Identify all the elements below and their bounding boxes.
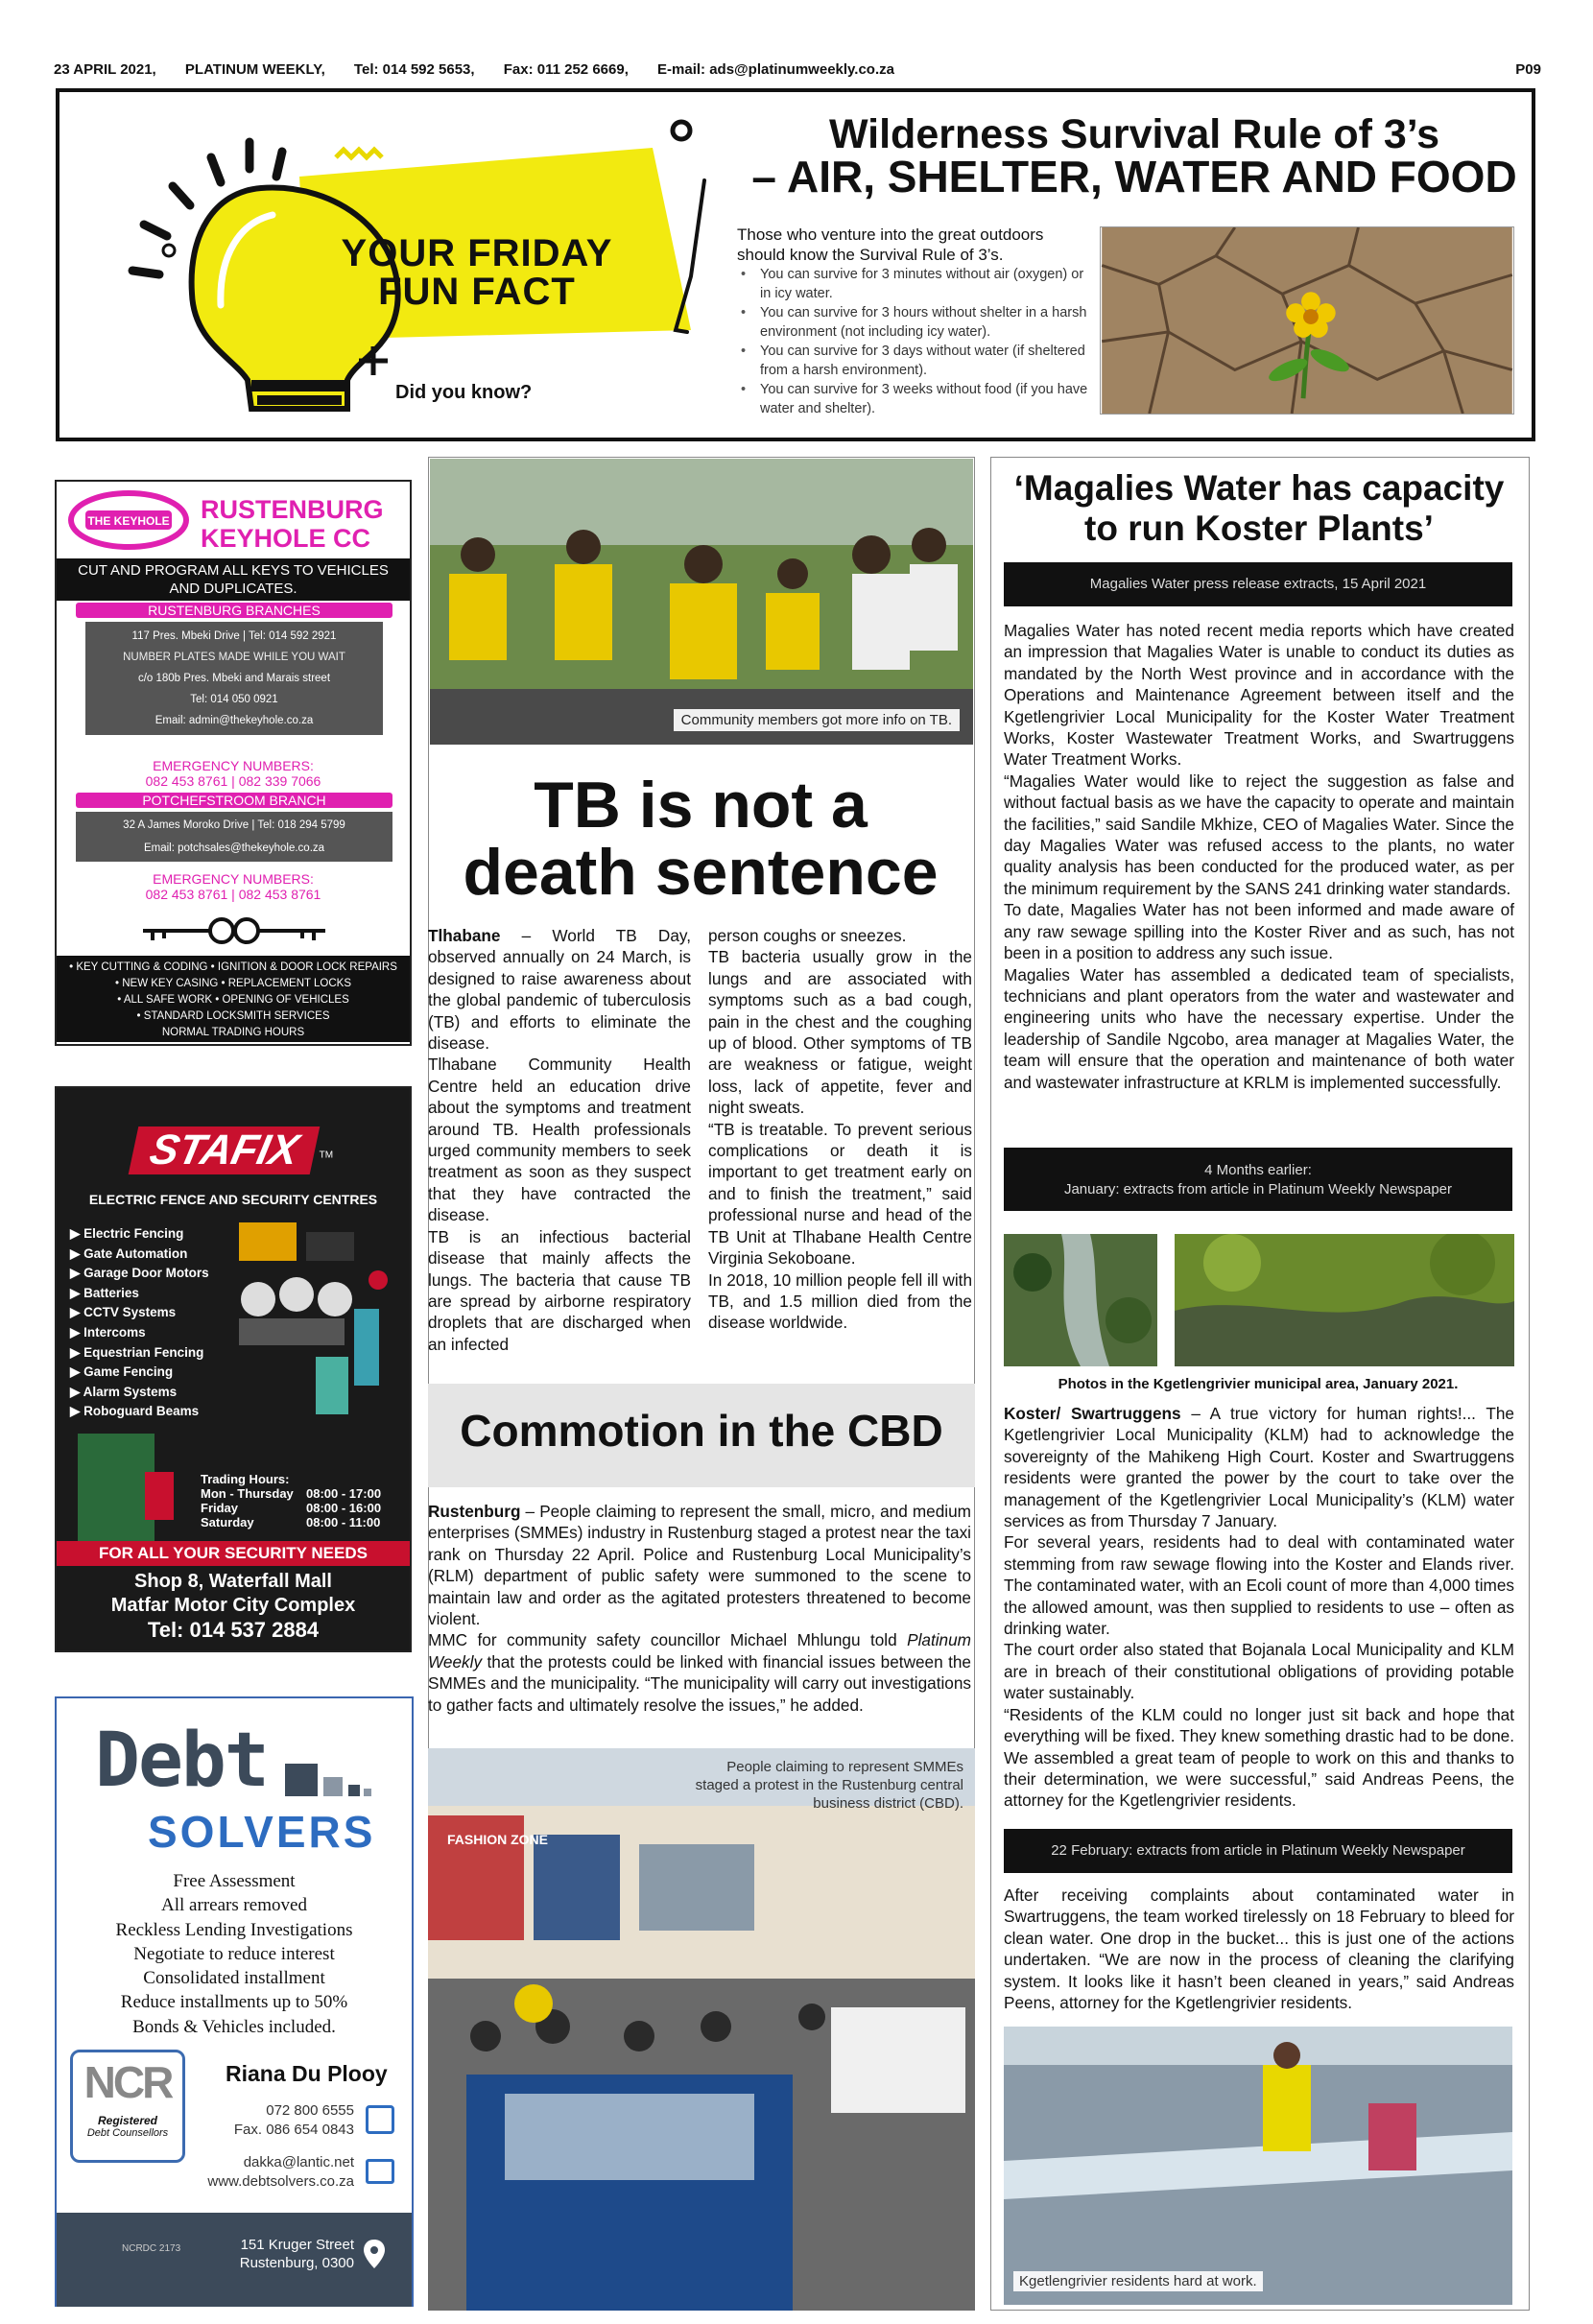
ncrdc-number: NCRDC 2173 <box>122 2243 181 2254</box>
list-item: ▶ Game Fencing <box>70 1364 174 1380</box>
tb-column-1: Tlhabane – World TB Day, observed annually on 24 March, is designed to raise awareness about the global pandemic of tuberculosis (TB) and efforts to eliminate the disease. Tlhabane Community Health Centre held an education drive about the symptoms and treatment around TB. Health professionals urged community members to seek treatment as soon as they suspect that they have contracted the disease. TB is an infectious bacterial disease that mainly affects the lungs. The bacteria that cause TB are spread by airborne respiratory droplets that are discharged when an infected <box>428 926 691 1354</box>
email-icon <box>366 2159 394 2184</box>
rustenburg-branch-info: 117 Pres. Mbeki Drive | Tel: 014 592 2921 NUMBER PLATES MADE WHILE YOU WAIT c/o 180b Pres. Mbeki and Marais street Tel: 014 050 0921 Email: admin@thekeyhole.co.za <box>85 622 383 735</box>
list-item: ▶ Roboguard Beams <box>70 1404 200 1419</box>
tb-photo-image <box>430 459 973 745</box>
survival-rules-list <box>737 265 1092 418</box>
ncr-badge: NCR Registered Debt Counsellors <box>70 2050 185 2163</box>
list-item: ▶ Garage Door Motors <box>70 1266 209 1281</box>
fun-fact-title: YOUR FRIDAY FUN FACT <box>341 232 613 313</box>
energizer-icon <box>68 1434 183 1558</box>
fun-fact-box <box>56 88 1535 441</box>
debt-solvers-ad <box>55 1696 414 2307</box>
koster-article: Koster/ Swartruggens – A true victory for human rights!... The Kgetlengrivier Local Municipality (KLM) had to acknowledge the sovereignty of the Mahikeng High Court. Koster and Swartruggens residents were granted the power by the court to take over the management of the Kgetlengrivier Local Municipality’s (KLM) water services as from Thursday 7 January. For several years, residents had to deal with contaminated water stemming from raw sewage flowing into the Koster and Elands river. The contaminated water, with an Ecoli count of more than 4,000 times the allowed amount, was then supplied to residents to use – often as drinking water. The court order also stated that Bojanala Local Municipality and KLM are in breach of their constitutional obligations of providing potable water sustainably. “Residents of the KLM could no longer just sit back and hope that everything will be fixed. They knew something drastic had to be done. We assembled a great team of people to work on this and thanks to their determination, we were successful,” said Andreas Peens, the attorney for the Kgetlengrivier residents. <box>1004 1404 1514 1811</box>
list-item: • You can survive for 3 days without water (if sheltered from a harsh environment). <box>737 342 1092 380</box>
photo-caption: Community members got more info on TB. <box>674 709 960 731</box>
debt-services: Free Assessment All arrears removed Reckless Lending Investigations Negotiate to reduce interest Consolidated installment Reduce installments up to 50% Bonds & Vehicles included. <box>115 1871 353 2037</box>
potch-branch-info: 32 A James Moroko Drive | Tel: 018 294 5799 Email: potchsales@thekeyhole.co.za <box>76 812 392 862</box>
keyhole-logo-icon <box>66 489 191 551</box>
phone-icon <box>366 2105 394 2134</box>
stream-photo <box>1004 1234 1157 1366</box>
keyhole-ad <box>55 480 412 1046</box>
earlier-extracts-bar: 4 Months earlier: January: extracts from article in Platinum Weekly Newspaper <box>1004 1148 1512 1211</box>
list-item: • You can survive for 3 hours without shelter in a harsh environment (not including icy water). <box>737 303 1092 342</box>
emergency-numbers-potch: EMERGENCY NUMBERS: 082 453 8761 | 082 453 8761 <box>145 871 321 902</box>
list-item: ▶ Batteries <box>70 1285 139 1300</box>
header-email: E-mail: ads@platinumweekly.co.za <box>657 61 894 78</box>
security-products-icon <box>220 1222 402 1414</box>
wilderness-headline: Wilderness Survival Rule of 3’s – AIR, SHELTER, WATER AND FOOD <box>751 111 1517 202</box>
debt-address: 151 Kruger Street Rustenburg, 0300 <box>239 2237 354 2271</box>
list-item: ▶ Alarm Systems <box>70 1384 178 1399</box>
location-pin-icon <box>364 2240 385 2268</box>
contact-phones: 072 800 6555 Fax. 086 654 0843 <box>233 2102 354 2138</box>
stafix-address: Shop 8, Waterfall Mall Matfar Motor City Complex Tel: 014 537 2884 <box>110 1571 356 1642</box>
stafix-services-list <box>70 1224 209 1422</box>
cbd-headline-box <box>428 1384 975 1487</box>
svg-text:THE KEYHOLE: THE KEYHOLE <box>87 514 170 528</box>
magalies-headline: ‘Magalies Water has capacity to run Koster Plants’ <box>1013 468 1505 548</box>
keyhole-name: RUSTENBURG KEYHOLE CC <box>201 495 384 553</box>
keyhole-tagline: CUT AND PROGRAM ALL KEYS TO VEHICLES AND DUPLICATES. <box>57 558 410 601</box>
cbd-protest-photo <box>428 1748 975 2311</box>
header-date: 23 APRIL 2021, <box>54 61 156 78</box>
february-article: After receiving complaints about contaminated water in Swartruggens, the team worked tirelessly on 18 February to bleed for clean water. One drop in the bucket... this is just one of the actions undertaken. “We are now in the process of cleaning the clarifying system. It looks like it hasn’t been cleaned in years,” said Andreas Peens, attorney for the Kgetlengrivier residents. <box>1004 1885 1514 2013</box>
list-item: ▶ Equestrian Fencing <box>70 1344 204 1360</box>
tb-headline: TB is not a death sentence <box>463 769 939 909</box>
february-extracts-bar: 22 February: extracts from article in Platinum Weekly Newspaper <box>1004 1829 1512 1873</box>
list-item: ▶ CCTV Systems <box>70 1305 177 1320</box>
cbd-headline: Commotion in the CBD <box>460 1406 943 1456</box>
keys-icon <box>133 912 335 950</box>
branches-title: RUSTENBURG BRANCHES <box>76 603 392 618</box>
stafix-subtitle: ELECTRIC FENCE AND SECURITY CENTRES <box>88 1192 378 1207</box>
header-tel: Tel: 014 592 5653, <box>353 61 475 78</box>
trading-hours: Trading Hours: Mon - Thursday 08:00 - 17:00 Friday 08:00 - 16:00 Saturday 08:00 - 11:00 <box>201 1472 382 1530</box>
tb-column-2: person coughs or sneezes. TB bacteria usually grow in the lungs and are associated with symptoms such as a bad cough, pain in the chest and the coughing up of blood. Other symptoms of TB are weakness or fatigue, weight loss, lack of appetite, fever and night sweats. “TB is treatable. To prevent serious complications or death it is important to get treatment early on and to finish the treatment,” said professional nurse and head of the TB Unit at Tlhabane Health Centre Virginia Sekoboane. In 2018, 10 million people fell ill with TB, and 1.5 million died from the disease worldwide. <box>708 926 972 1333</box>
stafix-ad <box>55 1086 412 1652</box>
tb-community-photo <box>430 459 973 745</box>
security-banner: FOR ALL YOUR SECURITY NEEDS <box>57 1541 410 1566</box>
list-item: ▶ Gate Automation <box>70 1245 188 1261</box>
emergency-numbers: EMERGENCY NUMBERS: 082 453 8761 | 082 339 7066 <box>145 758 321 789</box>
did-you-know: Did you know? <box>395 382 533 403</box>
bar-blocks-icon <box>285 1760 375 1798</box>
list-item: ▶ Intercoms <box>70 1324 146 1340</box>
list-item: • You can survive for 3 minutes without air (oxygen) or in icy water. <box>737 265 1092 303</box>
header-paper: PLATINUM WEEKLY, <box>184 61 325 78</box>
contact-web: dakka@lantic.net www.debtsolvers.co.za <box>207 2154 354 2190</box>
stafix-logo: STAFIX ™ <box>57 1126 410 1174</box>
river-photo <box>1175 1234 1514 1366</box>
potch-title: POTCHEFSTROOM BRANCH <box>76 793 392 808</box>
cbd-photo-image <box>428 1748 975 2311</box>
press-release-bar: Magalies Water press release extracts, 15 April 2021 <box>1004 562 1512 606</box>
photo-caption: Kgetlengrivier residents hard at work. <box>1013 2271 1263 2291</box>
cbd-article: Rustenburg – People claiming to represent the small, micro, and medium enterprises (SMMEs) industry in Rustenburg staged a protest near the taxi rank on Thursday 22 April. Police and Rustenburg Local Municipality’s (RLM) department of public safety were summoned to the scene to maintain law and order as the agitated protesters threatened to become violent. MMC for community safety councillor Michael Mhlungu told Platinum Weekly that the protests could be linked with financial issues between the SMMEs and the municipality. “The municipality will carry out investigations to gather facts and ultimately resolve the issues,” he added. <box>428 1502 971 1715</box>
svg-text:FASHION ZONE: FASHION ZONE <box>447 1832 549 1847</box>
list-item: • You can survive for 3 weeks without food (if you have water and shelter). <box>737 380 1092 418</box>
keyhole-services: • KEY CUTTING & CODING • IGNITION & DOOR LOCK REPAIRS • NEW KEY CASING • REPLACEMENT LOCKS • ALL SAFE WORK • OPENING OF VEHICLES • STANDARD LOCKSMITH SERVICES NORMAL TRADING HOURS <box>57 956 410 1042</box>
list-item: ▶ Electric Fencing <box>70 1226 184 1241</box>
page-header <box>54 61 1541 78</box>
debt-logo: Debt <box>95 1718 268 1804</box>
header-fax: Fax: 011 252 6669, <box>503 61 629 78</box>
contact-person: Riana Du Plooy <box>226 2061 388 2086</box>
solvers-logo: SOLVERS <box>148 1807 376 1857</box>
residents-working-photo <box>1004 2027 1512 2305</box>
page-number: P09 <box>1515 61 1541 78</box>
photo-caption: People claiming to represent SMMEs staged a protest in the Rustenburg central business district (CBD). <box>695 1759 963 1812</box>
cracked-earth-flower-photo <box>1100 226 1514 415</box>
wilderness-intro: Those who venture into the great outdoors should know the Survival Rule of 3’s. <box>737 225 1044 264</box>
magalies-article: Magalies Water has noted recent media reports which have created an impression that Magalies Water is unable to conduct its duties as mandated by the North West province and in accordance with the Operations and Maintenance Agreement between itself and the Kgetlengrivier Local Municipality for the Koster Water Treatment Works, Koster Wastewater Treatment Works, and Swartruggens Water Treatment Works. “Magalies Water would like to reject the suggestion as false and without factual basis as we have the capacity to operate and maintain the facilities,” said Sandile Mkhize, CEO of Magalies Water. Since the day Magalies Water was refused access to the plants, no water quality analysis has been conducted for the produced water, as per the minimum requirement by the SANS 241 drinking water standards. To date, Magalies Water has not been informed and made aware of any raw sewage spilling into the Koster River and as such, has not been in a position to address any such issue. Magalies Water has assembled a dedicated team of specialists, technicians and plant operators from the water and wastewater and engineering units who have the necessary expertise. Under the leadership of Sandile Ngcobo, area manager at Magalies Water, the team will ensure that the operation and maintenance of both water and wastewater infrastructure at KRLM is implemented successfully. <box>1004 621 1514 1092</box>
photo-caption: Photos in the Kgetlengrivier municipal area, January 2021. <box>1058 1376 1459 1392</box>
